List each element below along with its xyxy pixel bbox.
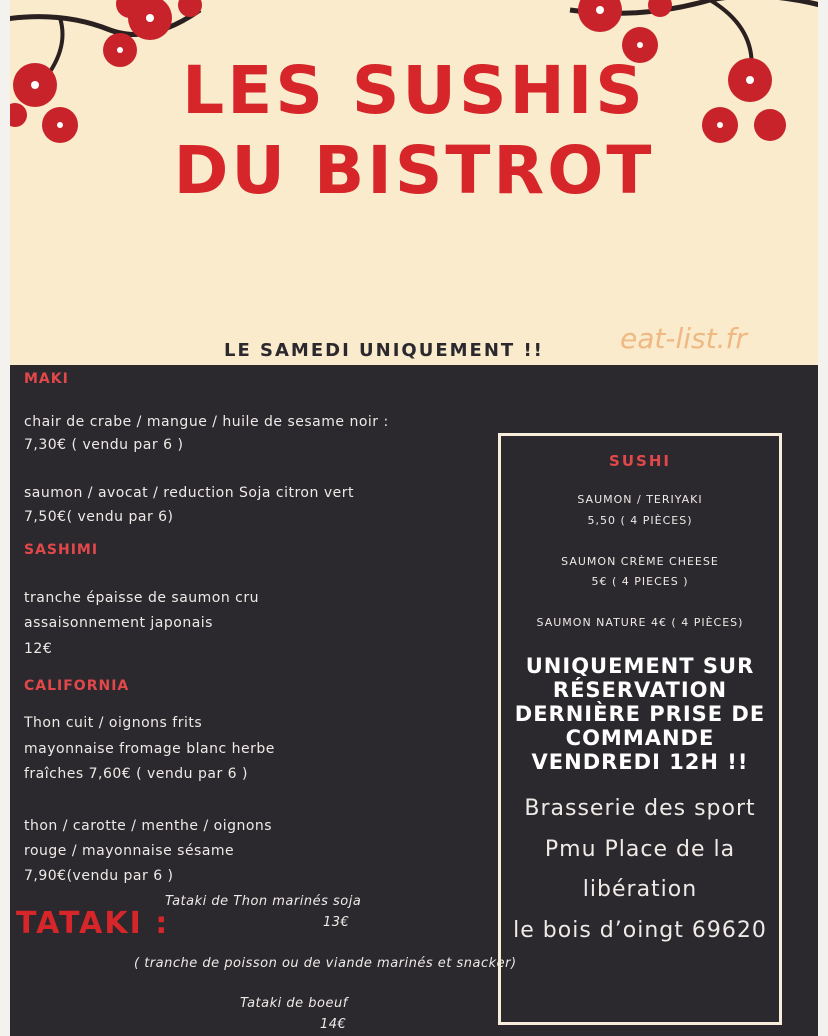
cal2-line2: rouge / mayonnaise sésame [24, 843, 235, 859]
notice-line3: DERNIÈRE PRISE DE [514, 702, 766, 726]
tataki1-line1: Tataki de Thon marinés soja [165, 894, 362, 909]
notice-line1: UNIQUEMENT SUR [525, 654, 755, 678]
address-line4: le bois d’oingt 69620 [513, 918, 767, 943]
address-line2: Pmu Place de la [544, 837, 736, 862]
tataki2-line2: 14€ [320, 1017, 347, 1032]
sashimi-line3: 12€ [24, 641, 53, 657]
cal2-line3: 7,90€(vendu par 6 ) [24, 868, 174, 884]
sushi-heading: SUSHI [609, 452, 671, 470]
maki1-line1: chair de crabe / mangue / huile de sesame noir : [24, 414, 389, 430]
cal2-line1: thon / carotte / menthe / oignons [24, 818, 273, 834]
address-line3: libération [582, 877, 698, 902]
saturday-tagline: LE SAMEDI UNIQUEMENT !! [224, 340, 544, 361]
sushi-item2-line1: SAUMON CRÈME CHEESE [561, 555, 719, 568]
sashimi-line2: assaisonnement japonais [24, 615, 213, 631]
maki1-line2: 7,30€ ( vendu par 6 ) [24, 437, 184, 453]
sushi-item3: SAUMON NATURE 4€ ( 4 PIÈCES) [536, 616, 744, 629]
tataki-note: ( tranche de poisson ou de viande marinés et snacker) [134, 956, 517, 971]
notice-line4: COMMANDE [565, 726, 715, 750]
tataki2-line1: Tataki de boeuf [240, 996, 348, 1011]
left-border [0, 0, 10, 1036]
address-line1: Brasserie des sport [524, 796, 756, 821]
sashimi-heading: SASHIMI [24, 542, 99, 558]
title-line-1: LES SUSHIS [182, 52, 646, 129]
cal1-line3: fraîches 7,60€ ( vendu par 6 ) [24, 766, 248, 782]
sushi-item2-line2: 5€ ( 4 PIECES ) [591, 575, 689, 588]
cal1-line1: Thon cuit / oignons frits [24, 715, 203, 731]
tataki-heading: TATAKI : [16, 906, 170, 941]
maki2-line2: 7,50€( vendu par 6) [24, 509, 174, 525]
watermark: eat-list.fr [620, 322, 747, 355]
notice-line5: VENDREDI 12H !! [531, 750, 749, 774]
maki2-line1: saumon / avocat / reduction Soja citron vert [24, 485, 354, 501]
header-banner [10, 0, 818, 365]
title-line-2: DU BISTROT [173, 132, 655, 209]
sushi-item1-line1: SAUMON / TERIYAKI [577, 493, 703, 506]
cal1-line2: mayonnaise fromage blanc herbe [24, 741, 275, 757]
sashimi-line1: tranche épaisse de saumon cru [24, 590, 259, 606]
california-heading: CALIFORNIA [24, 678, 130, 694]
tataki1-line2: 13€ [323, 915, 350, 930]
right-border [818, 0, 828, 1036]
maki-heading: MAKI [24, 371, 69, 387]
sushi-item1-line2: 5,50 ( 4 PIÈCES) [587, 514, 693, 527]
notice-line2: RÉSERVATION [552, 678, 728, 702]
